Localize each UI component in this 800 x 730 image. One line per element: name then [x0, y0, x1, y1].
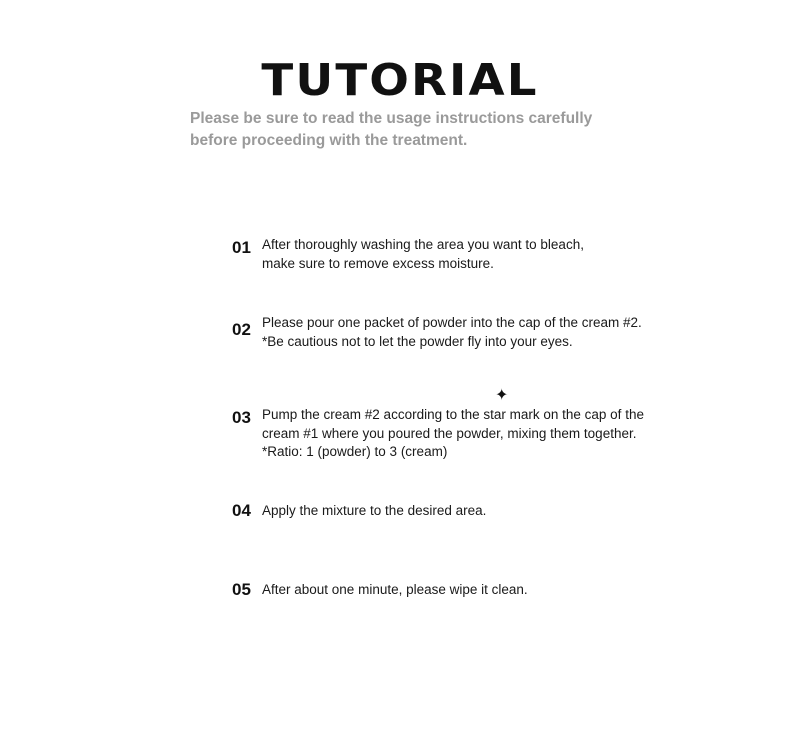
step-number: 04	[232, 501, 251, 520]
step-text-line: *Ratio: 1 (powder) to 3 (cream)	[262, 444, 448, 460]
subtitle-line-1: Please be sure to read the usage instructions carefully	[190, 110, 593, 127]
step-text	[262, 578, 528, 600]
step-text-line: After thoroughly washing the area you want to bleach,	[262, 237, 584, 252]
step-text-line: *Be cautious not to let the powder fly into your eyes.	[262, 333, 573, 349]
step-text	[262, 499, 486, 521]
step-number: 03	[232, 408, 251, 427]
step-text-line: make sure to remove excess moisture.	[262, 255, 494, 271]
step-item	[232, 406, 644, 462]
step-item	[232, 313, 642, 351]
star-icon: ✦	[495, 387, 509, 404]
step-text	[262, 236, 584, 273]
step-text-line: Pump the cream #2 according to the star mark on the cap of the	[262, 407, 644, 422]
page-title: TUTORIAL	[261, 55, 539, 106]
step-text-line: Please pour one packet of powder into the cap of the cream #2.	[262, 315, 642, 330]
step-number: 02	[232, 320, 251, 339]
step-item	[232, 578, 528, 600]
step-text-line: After about one minute, please wipe it clean.	[262, 582, 528, 597]
step-item	[232, 236, 584, 273]
step-number: 05	[232, 580, 251, 599]
subtitle-line-2: before proceeding with the treatment.	[190, 132, 468, 150]
step-text	[262, 313, 642, 351]
step-text-line: cream #1 where you poured the powder, mixing them together.	[262, 425, 637, 441]
step-text-line: Apply the mixture to the desired area.	[262, 503, 487, 518]
step-text	[262, 406, 644, 462]
step-number: 01	[232, 238, 251, 257]
step-item	[232, 499, 486, 521]
